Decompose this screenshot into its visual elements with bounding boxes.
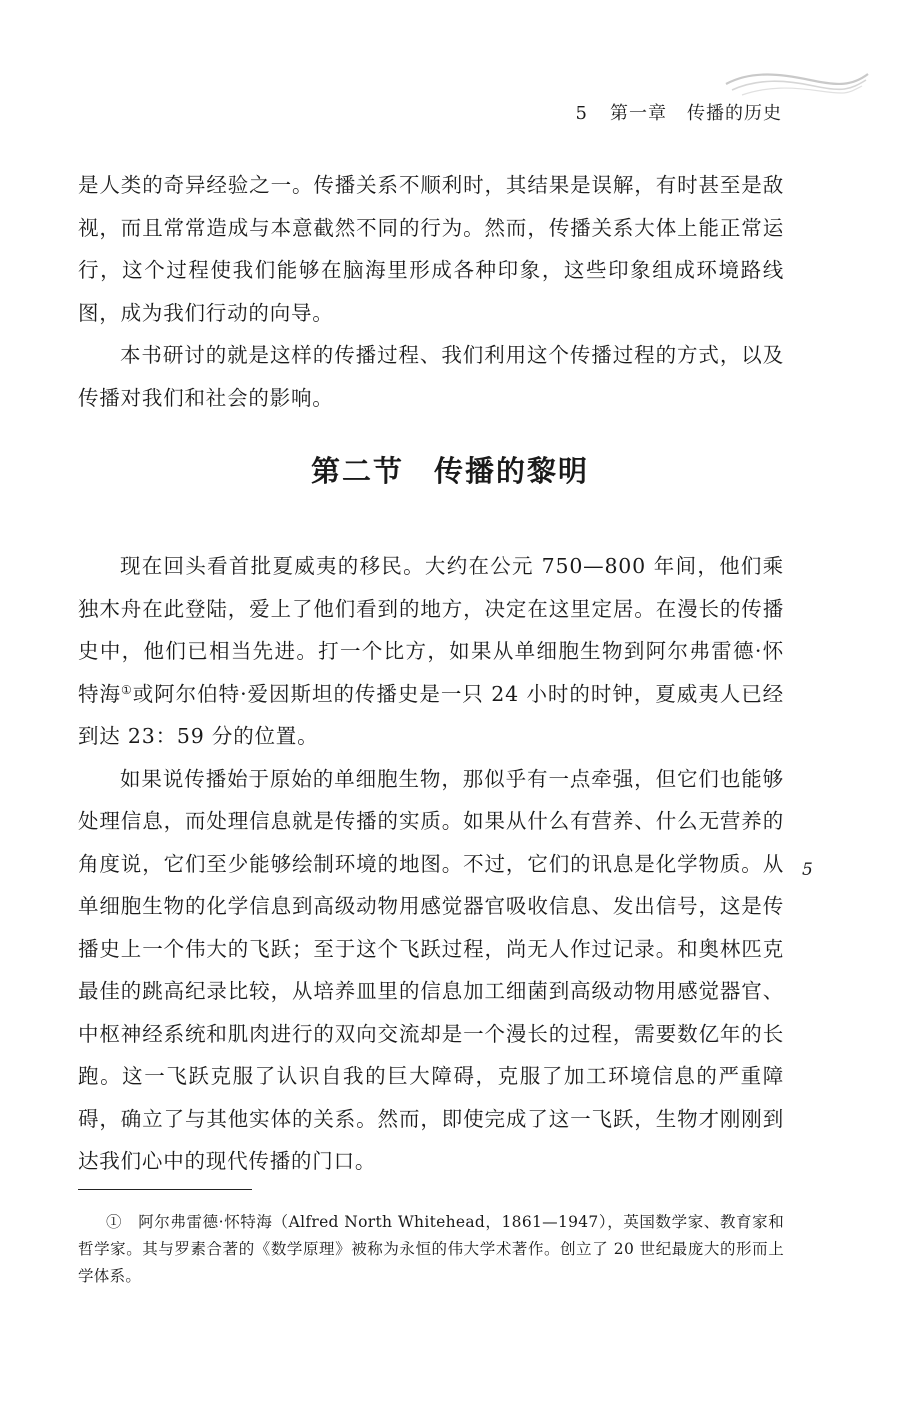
footnote-marker: ① [120, 682, 133, 697]
footnote-divider [78, 1189, 252, 1190]
page-number: 5 [575, 103, 588, 124]
paragraph-3: 现在回头看首批夏威夷的移民。大约在公元 750—800 年间，他们乘独木舟在此登陆，爱上了他们看到的地方，决定在这里定居。在漫长的传播史中，他们已相当先进。打一个比方，如果从单细胞生物到阿尔弗雷德·怀特海①或阿尔伯特·爱因斯坦的传播史是一只 24 小时的时钟，夏威夷人已经到达 23：59 分的位置。 [78, 554, 784, 748]
section-title: 传播的黎明 [434, 454, 590, 488]
top-text-block [78, 164, 784, 419]
running-head [576, 100, 782, 128]
margin-page-number: 5 [802, 860, 813, 880]
section-text-block [78, 545, 784, 1183]
chapter-label: 第一章 [610, 103, 667, 124]
header-swoosh-ornament [722, 62, 872, 102]
section-heading [0, 448, 900, 494]
footnote: ① 阿尔弗雷德·怀特海（Alfred North Whitehead，1861—1947），英国数学家、教育家和哲学家。其与罗素合著的《数学原理》被称为永恒的伟大学术著作。创立了 20 世纪最庞大的形而上学体系。 [78, 1213, 784, 1285]
paragraph-4: 如果说传播始于原始的单细胞生物，那似乎有一点牵强，但它们也能够处理信息，而处理信息就是传播的实质。如果从什么有营养、什么无营养的角度说，它们至少能够绘制环境的地图。不过，它们的讯息是化学物质。从单细胞生物的化学信息到高级动物用感觉器官吸收信息、发出信号，这是传播史上一个伟大的飞跃；至于这个飞跃过程，尚无人作过记录。和奥林匹克最佳的跳高纪录比较，从培养皿里的信息加工细菌到高级动物用感觉器官、中枢神经系统和肌肉进行的双向交流却是一个漫长的过程，需要数亿年的长跑。这一飞跃克服了认识自我的巨大障碍，克服了加工环境信息的严重障碍，确立了与其他实体的关系。然而，即使完成了这一飞跃，生物才刚刚到达我们心中的现代传播的门口。 [78, 766, 784, 1173]
section-number: 第二节 [310, 454, 404, 488]
chapter-title: 传播的历史 [687, 103, 782, 124]
paragraph-1: 是人类的奇异经验之一。传播关系不顺利时，其结果是误解，有时甚至是敌视，而且常常造成与本意截然不同的行为。然而，传播关系大体上能正常运行，这个过程使我们能够在脑海里形成各种印象，这些印象组成环境路线图，成为我们行动的向导。 [78, 173, 784, 325]
paragraph-2: 本书研讨的就是这样的传播过程、我们利用这个传播过程的方式，以及传播对我们和社会的影响。 [78, 343, 784, 410]
